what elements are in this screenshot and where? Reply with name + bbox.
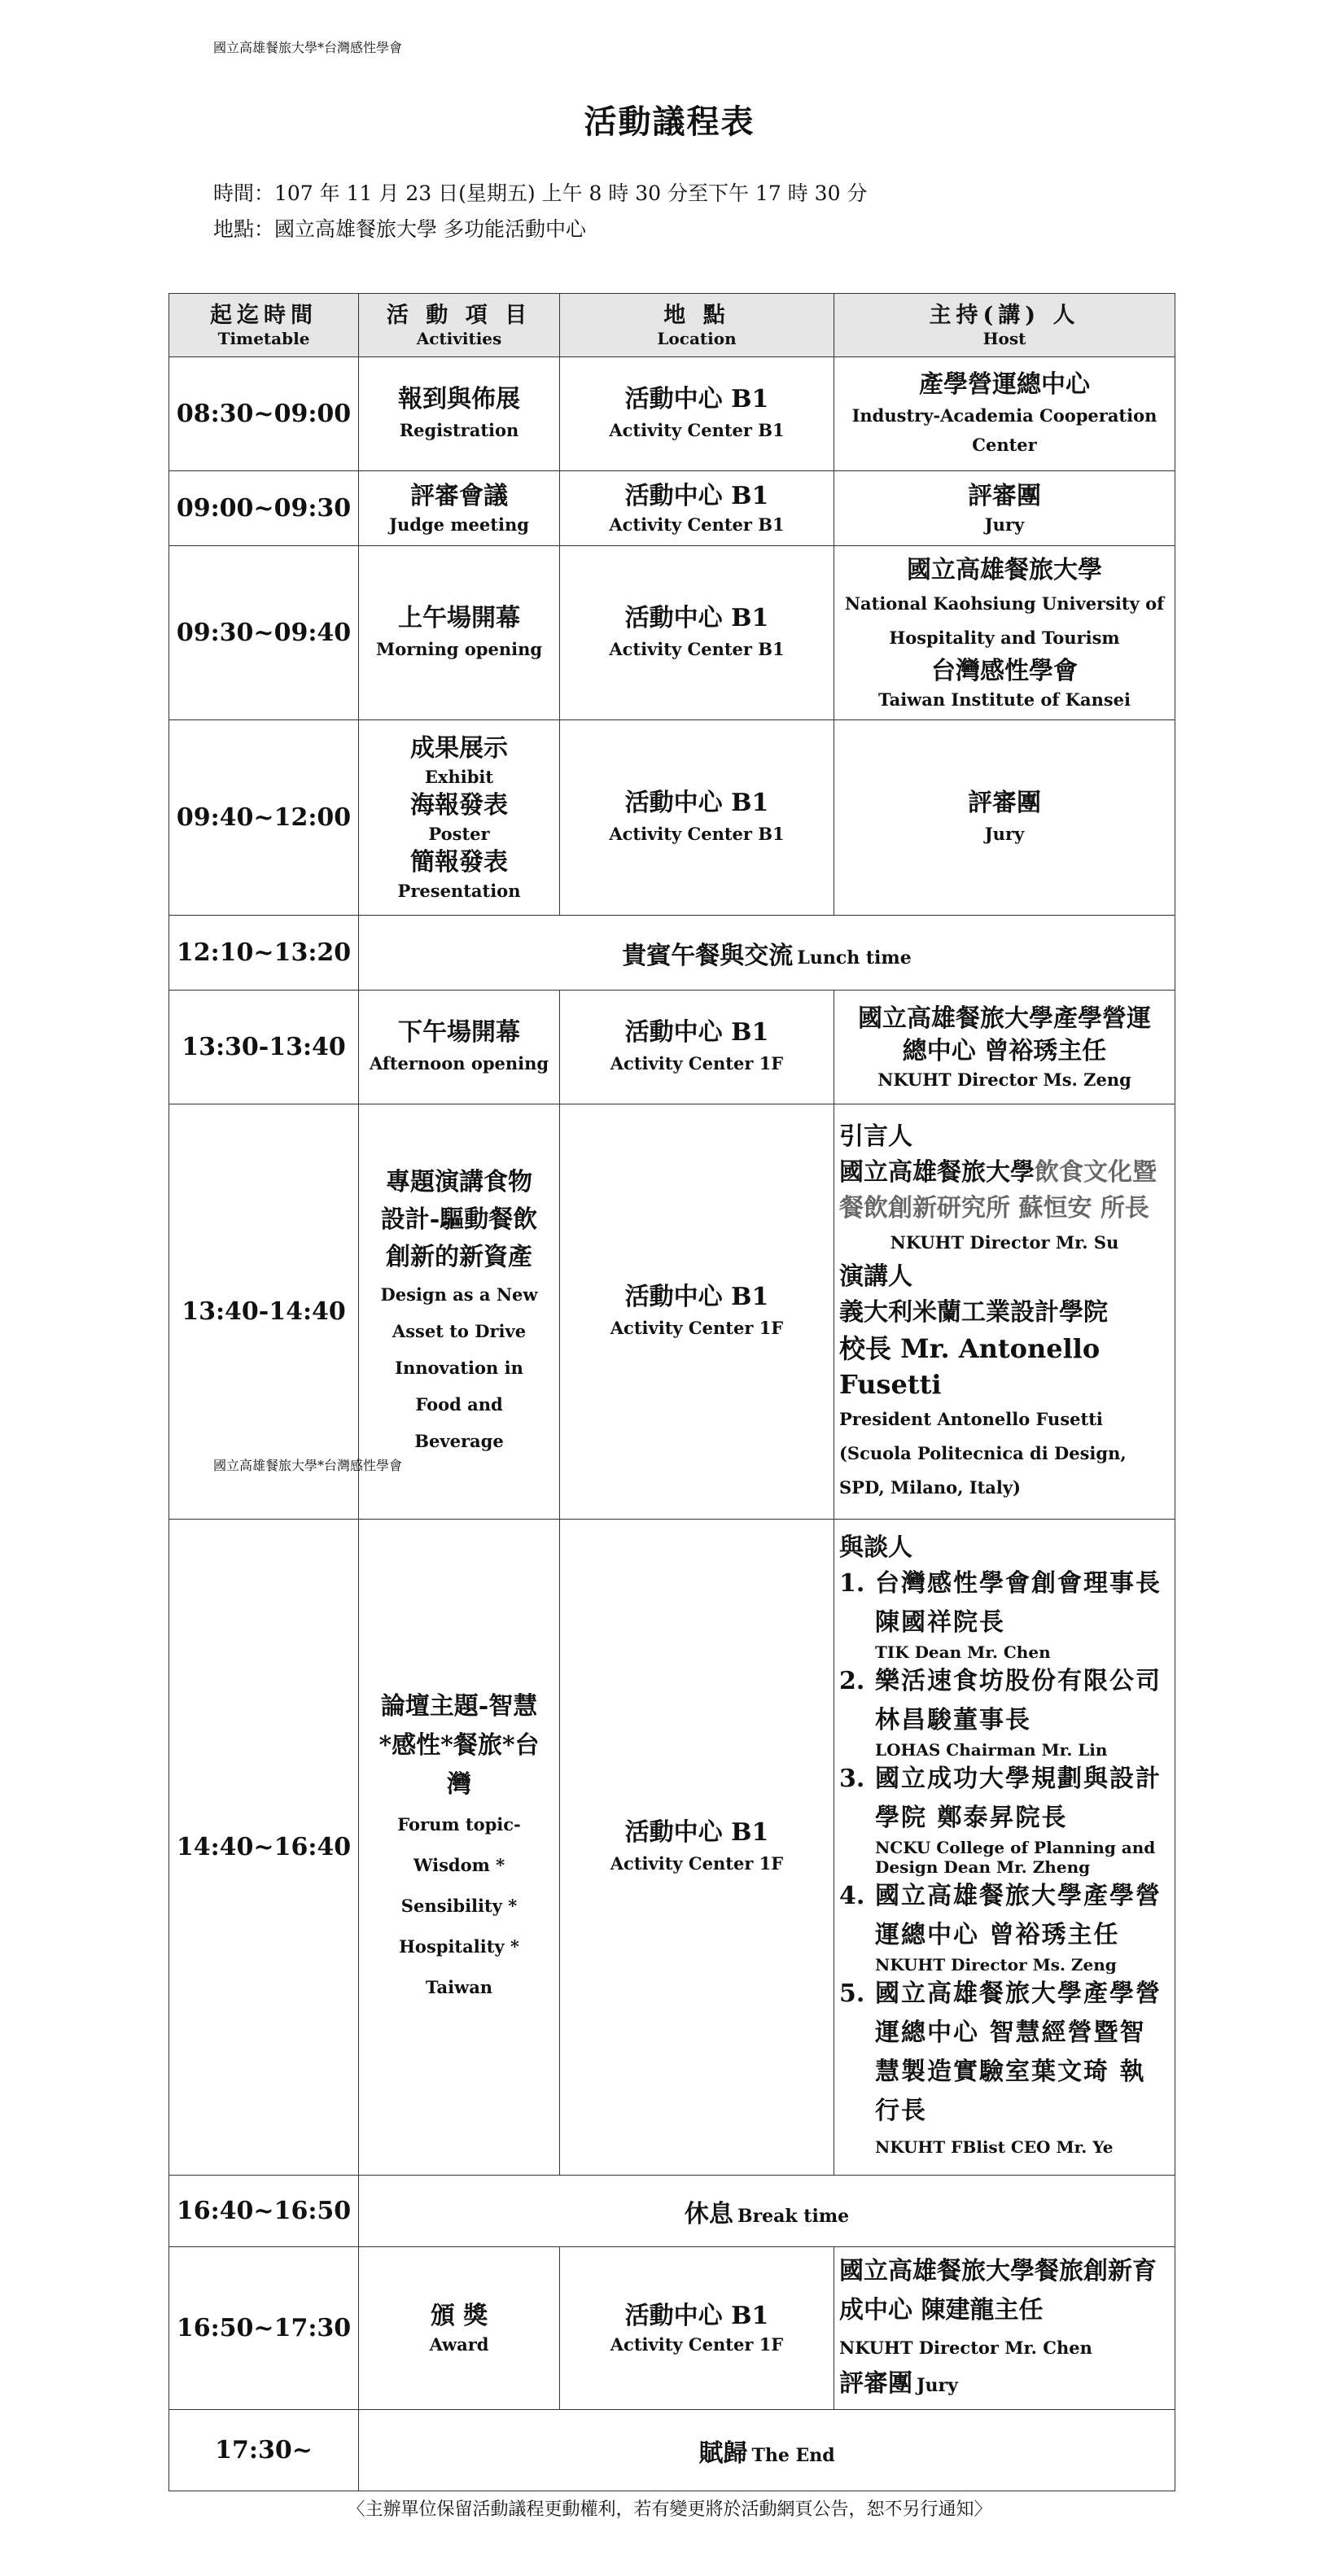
list-item: 5. 國立高雄餐旅大學產學營運總中心 智慧經營暨智慧製造實驗室葉文琦 執行長 NKUHT FBlist CEO Mr. Ye	[839, 1979, 1162, 2157]
panel-cell: 與談人 1. 台灣感性學會創會理事長 陳國祥院長 TIK Dean Mr. Chen 2. 樂活速食坊股份有限公司 林昌駿董事長 LOHAS Chairman Mr. Lin 3. 國立成功大學規劃與設計學院 鄭泰昇院長 NCKU College of Planning and Design Dean Mr. Zheng 4. 國立高雄餐旅大學產學營運總中心 曾裕琇主任 NKUHT Director Ms. Zeng 5. 國立高雄餐旅大學產學營運總中心 智慧經營暨智慧製造實驗室葉文琦 執行長 NKUHT FBlist CEO Mr. Ye	[834, 1520, 1175, 2176]
event-time: 時間：107 年 11 月 23 日(星期五) 上午 8 時 30 分至下午 17 時 30 分	[213, 182, 868, 205]
activity-cell: 成果展示 Exhibit 海報發表 Poster 簡報發表 Presentation	[359, 720, 560, 916]
host-cell: 國立高雄餐旅大學產學營運總中心 曾裕琇主任 NKUHT Director Ms. Zeng	[834, 991, 1175, 1104]
column-header: 主持(講) 人 Host	[834, 294, 1175, 357]
host-cell: 產學營運總中心 Industry-Academia Cooperation Center	[834, 357, 1175, 471]
host-cell: 評審團 Jury	[834, 720, 1175, 916]
time-cell: 12:10~13:20	[169, 916, 359, 991]
host-cell: 引言人 國立高雄餐旅大學飲食文化暨餐飲創新研究所 蘇恒安 所長 NKUHT Director Mr. Su 演講人 義大利米蘭工業設計學院 校長 Mr. Antonello Fusetti President Antonello Fusetti (Scuola Politecnica di Design, SPD, Milano, Italy)	[834, 1104, 1175, 1520]
time-cell: 09:00~09:30	[169, 471, 359, 546]
column-header: 活 動 項 目 Activities	[359, 294, 560, 357]
location-cell: 活動中心 B1 Activity Center 1F	[560, 991, 834, 1104]
location-cell: 活動中心 B1 Activity Center 1F	[560, 1104, 834, 1520]
activity-cell: 報到與佈展 Registration	[359, 357, 560, 471]
time-cell: 13:40-14:40	[169, 1104, 359, 1520]
location-cell: 活動中心 B1 Activity Center 1F	[560, 1520, 834, 2176]
host-cell: 國立高雄餐旅大學餐旅創新育成中心 陳建龍主任 NKUHT Director Mr. Chen 評審團 Jury	[834, 2247, 1175, 2410]
activity-cell: 論壇主題-智慧*感性*餐旅*台灣 Forum topic- Wisdom * Sensibility * Hospitality * Taiwan	[359, 1520, 560, 2176]
break-cell: 貴賓午餐與交流 Lunch time	[359, 916, 1175, 991]
list-item: 4. 國立高雄餐旅大學產學營運總中心 曾裕琇主任 NKUHT Director Ms. Zeng	[839, 1881, 1162, 1975]
time-cell: 16:40~16:50	[169, 2176, 359, 2247]
location-cell: 活動中心 B1 Activity Center B1	[560, 357, 834, 471]
page-title: 活動議程表	[584, 103, 755, 141]
time-cell: 13:30-13:40	[169, 991, 359, 1104]
table-row	[169, 2410, 1175, 2491]
list-item: 2. 樂活速食坊股份有限公司 林昌駿董事長 LOHAS Chairman Mr. Lin	[839, 1666, 1162, 1760]
event-place: 地點：國立高雄餐旅大學 多功能活動中心	[213, 217, 586, 241]
end-cell: 賦歸 The End	[359, 2410, 1175, 2491]
table-header-row	[169, 294, 1175, 357]
activity-cell: 上午場開幕 Morning opening	[359, 546, 560, 720]
host-cell: 國立高雄餐旅大學 National Kaohsiung University of Hospitality and Tourism 台灣感性學會 Taiwan Institute of Kansei	[834, 546, 1175, 720]
table-row	[169, 471, 1175, 546]
break-cell: 休息 Break time	[359, 2176, 1175, 2247]
activity-cell: 專題演講食物設計-驅動餐飲創新的新資產 Design as a New Asset to Drive Innovation in Food and Beverage	[359, 1104, 560, 1520]
column-header: 起迄時間 Timetable	[169, 294, 359, 357]
location-cell: 活動中心 B1 Activity Center B1	[560, 720, 834, 916]
page-header: 國立高雄餐旅大學*台灣感性學會	[213, 40, 403, 55]
page-header-repeat: 國立高雄餐旅大學*台灣感性學會	[213, 1458, 403, 1473]
table-row	[169, 357, 1175, 471]
list-item: 1. 台灣感性學會創會理事長 陳國祥院長 TIK Dean Mr. Chen	[839, 1568, 1162, 1662]
table-row	[169, 1520, 1175, 2176]
table-row	[169, 2176, 1175, 2247]
location-cell: 活動中心 B1 Activity Center 1F	[560, 2247, 834, 2410]
footer-note: 〈主辦單位保留活動議程更動權利，若有變更將於活動網頁公告，恕不另行通知〉	[347, 2499, 992, 2520]
agenda-table	[168, 293, 1175, 2491]
time-cell: 17:30~	[169, 2410, 359, 2491]
time-cell: 09:40~12:00	[169, 720, 359, 916]
table-row	[169, 991, 1175, 1104]
activity-cell: 頒 獎 Award	[359, 2247, 560, 2410]
table-row	[169, 916, 1175, 991]
time-cell: 08:30~09:00	[169, 357, 359, 471]
activity-cell: 下午場開幕 Afternoon opening	[359, 991, 560, 1104]
time-cell: 09:30~09:40	[169, 546, 359, 720]
location-cell: 活動中心 B1 Activity Center B1	[560, 471, 834, 546]
time-cell: 14:40~16:40	[169, 1520, 359, 2176]
list-item: 3. 國立成功大學規劃與設計學院 鄭泰昇院長 NCKU College of Planning and Design Dean Mr. Zheng	[839, 1764, 1162, 1877]
time-cell: 16:50~17:30	[169, 2247, 359, 2410]
location-cell: 活動中心 B1 Activity Center B1	[560, 546, 834, 720]
activity-cell: 評審會議 Judge meeting	[359, 471, 560, 546]
table-row	[169, 2247, 1175, 2410]
host-cell: 評審團 Jury	[834, 471, 1175, 546]
table-row	[169, 546, 1175, 720]
table-row	[169, 720, 1175, 916]
column-header: 地 點 Location	[560, 294, 834, 357]
